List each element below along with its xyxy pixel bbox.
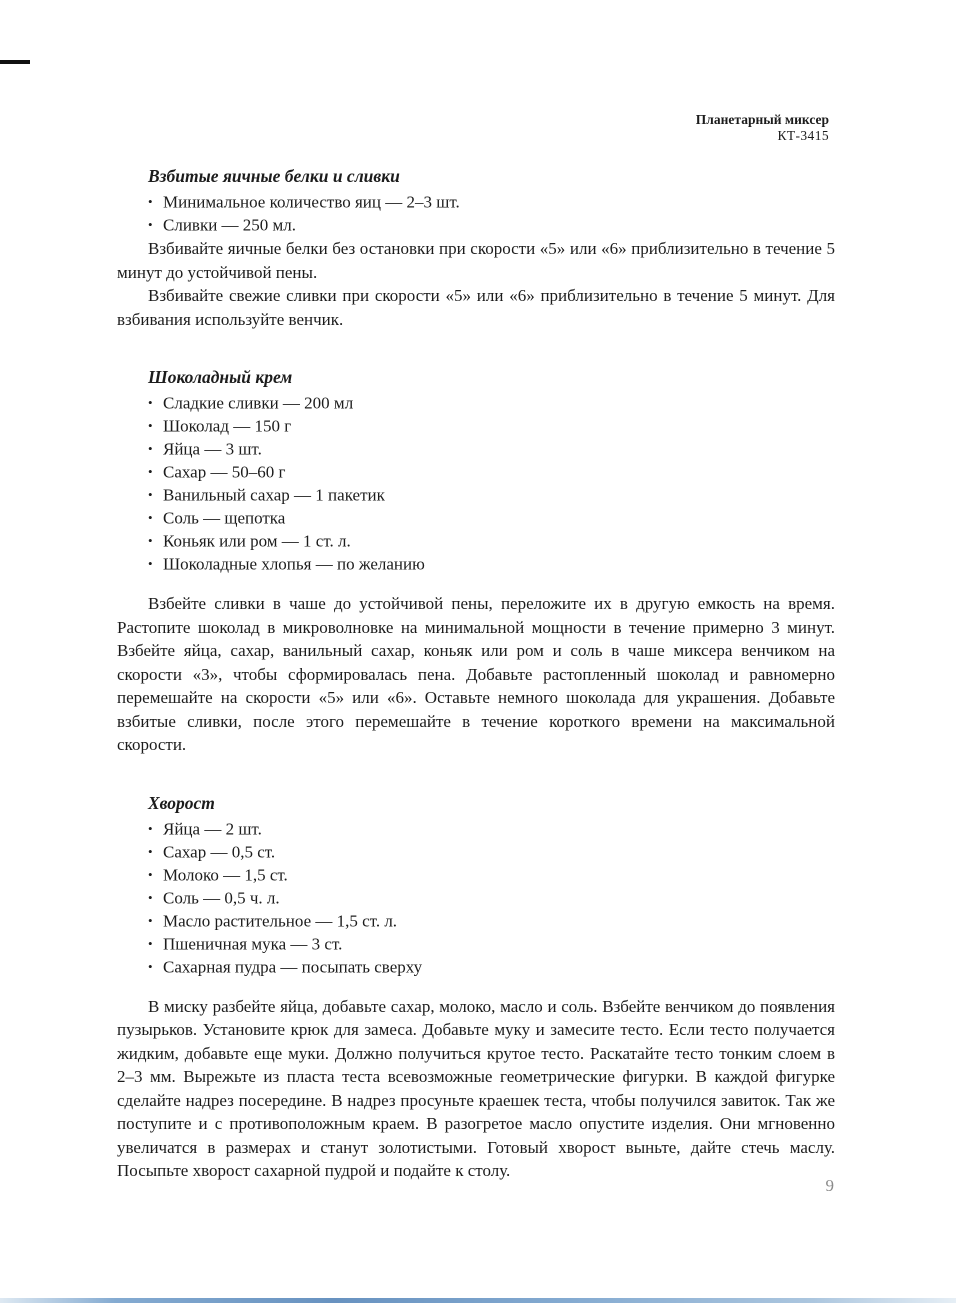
crop-mark [0,60,30,64]
ingredient-text: Молоко — 1,5 ст. [163,865,288,884]
ingredient-item [148,438,835,461]
bullet-marker: • [148,556,153,571]
ingredient-item [148,818,835,841]
section-title: Взбитые яичные белки и сливки [148,166,400,186]
bullet-marker: • [148,510,153,525]
ingredient-item [148,530,835,553]
ingredient-item [148,887,835,910]
bullet-marker: • [148,441,153,456]
bullet-marker: • [148,418,153,433]
bullet-marker: • [148,843,153,859]
ingredient-item [148,415,835,438]
bullet-marker: • [148,194,153,209]
ingredient-text: Сливки — 250 мл. [163,215,297,235]
ingredient-list [117,818,835,979]
bullet-marker: • [148,866,153,882]
ingredient-text: Пшеничная мука — 3 ст. [163,934,343,953]
bullet-marker: • [148,958,153,974]
ingredient-item [148,461,835,484]
ingredient-text: Сладкие сливки — 200 мл [163,393,354,413]
ingredient-text: Сахар — 0,5 ст. [163,842,276,861]
page-number: 9 [825,1176,834,1195]
bullet-marker: • [148,820,153,836]
ingredient-item [148,933,835,956]
page-header [117,112,829,144]
ingredient-text: Коньяк или ром — 1 ст. л. [163,531,351,551]
section-whipped-whites-cream [117,164,835,331]
section-khvorost [117,791,835,1183]
bullet-marker: • [148,889,153,905]
ingredient-text: Сахарная пудра — посыпать сверху [163,957,423,976]
section-title: Шоколадный крем [148,367,293,387]
ingredient-text: Ванильный сахар — 1 пакетик [163,485,385,505]
ingredient-text: Яйца — 3 шт. [163,439,262,459]
scan-artifact-line [0,1298,956,1303]
ingredient-text: Яйца — 2 шт. [163,819,262,838]
ingredient-text: Минимальное количество яиц — 2–3 шт. [163,192,460,212]
bullet-marker: • [148,935,153,951]
ingredient-text: Соль — 0,5 ч. л. [163,888,280,907]
ingredient-item [148,392,835,415]
section-chocolate-cream [117,365,835,757]
ingredient-item [148,553,835,576]
ingredient-text: Сахар — 50–60 г [163,462,286,482]
ingredient-item [148,214,835,237]
page-content [117,112,835,1183]
ingredient-item [148,191,835,214]
ingredient-item [148,910,835,933]
instruction-paragraph: Взбивайте свежие сливки при скорости «5» или «6» приблизительно в течение 5 минут. Для взбивания используйте венчик. [117,286,835,329]
ingredient-item [148,484,835,507]
bullet-marker: • [148,464,153,479]
ingredient-item [148,507,835,530]
ingredient-list [117,191,835,237]
ingredient-item [148,864,835,887]
ingredient-text: Масло растительное — 1,5 ст. л. [163,911,398,930]
ingredient-text: Соль — щепотка [163,508,286,528]
instruction-paragraph: В миску разбейте яйца, добавьте сахар, молоко, масло и соль. Взбейте венчиком до появления пузырьков. Установите крюк для замеса. Добавьте муку и замесите тесто. Если тесто получается жидким, добавьте еще муки. Должно получиться крутое тесто. Раскатайте тесто тонким слоем в 2–3 мм. Вырежьте из пласта теста всевозможные геометрические фигурки. В каждой фигурке сделайте надрез посередине. В надрез просуньте краешек теста, чтобы получился завиток. Так же поступите и с противоположным краем. В разогретое масло опустите изделия. Они мгновенно увеличатся в размерах и станут золотистыми. Готовый хворост выньте, дайте стечь маслу. Посыпьте хворост сахарной пудрой и подайте к столу. [117,996,835,1180]
instruction-paragraph: Взбивайте яичные белки без остановки при скорости «5» или «6» приблизительно в течение 5 минут до устойчивой пены. [117,239,835,282]
product-name: Планетарный миксер [695,112,829,127]
ingredient-text: Шоколад — 150 г [163,416,292,436]
ingredient-list [117,392,835,576]
ingredient-item [148,956,835,979]
bullet-marker: • [148,395,153,410]
ingredient-item [148,841,835,864]
bullet-marker: • [148,533,153,548]
section-title: Хворост [148,792,215,813]
instruction-paragraph: Взбейте сливки в чаше до устойчивой пены, переложите их в другую емкость на время. Растопите шоколад в микроволновке на минимальной мощности в течение примерно 3 минут. Взбейте яйца, сахар, ванильный сахар, коньяк или ром и соль в чаше миксера венчиком на скорости «3», чтобы сформировалась пена. Добавьте растопленный шоколад и равномерно перемешайте на скорости «5» или «6». Оставьте немного шоколада для украшения. Добавьте взбитые сливки, после этого перемешайте в течение короткого времени на максимальной скорости. [117,594,835,754]
model-number: КТ-3415 [777,128,829,143]
bullet-marker: • [148,217,153,232]
bullet-marker: • [148,487,153,502]
bullet-marker: • [148,912,153,928]
ingredient-text: Шоколадные хлопья — по желанию [163,554,425,574]
